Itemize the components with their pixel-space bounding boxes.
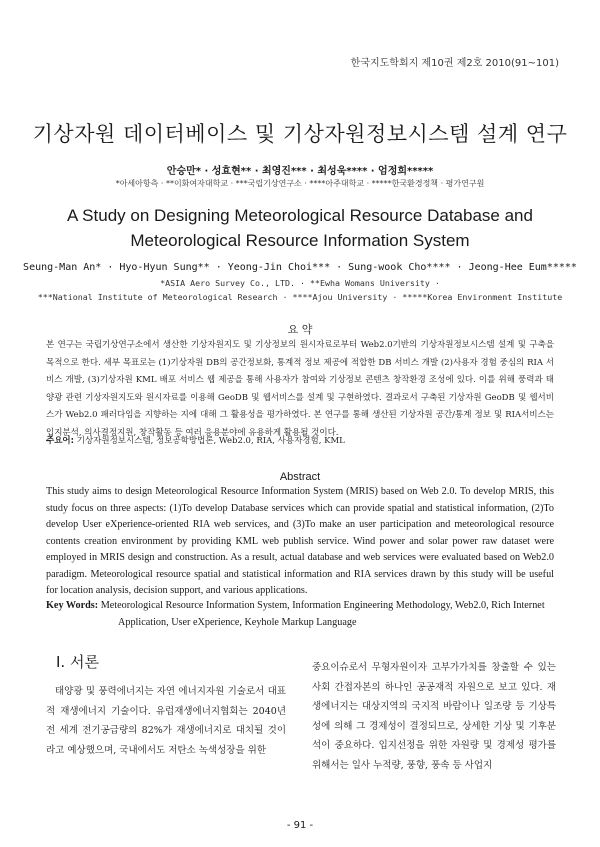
abstract-korean-text: 본 연구는 국립기상연구소에서 생산한 기상자원지도 및 기상정보의 원시자료로부터 Web2.0기반의 기상자원정보시스템 설계 및 구축을 목적으로 한다. 세부 목표로는 (1)기상자원 DB의 공간정보화, 통계적 정보 제공에 적합한 DB 서비스 개발 (2)사용자 경험 중심의 RIA 서비스 개발, (3)기상자원 KML 배포 서비스 웹 제공을 통해 사용자가 참여와 기상정보 콘텐츠 창작환경 조성에 있다. 이를 위해 풍력과 태양광 관련 기상자원지도와 원시자료를 이용해 GeoDB 및 웹서비스를 설계 및 구현하였다. 결과로서 구축된 기상자원 GeoDB 및 웹서비스가 Web2.0 패러다임을 지향하는 지에 대해 그 활용성을 평가하였다. 본 연구를 통해 생산된 기상자원 공간/통계 정보 및 RIA서비스는 입지분석, 의사결정지원, 창작활동 등 여러 응용분야에 유용하게 활용될 것이다. — [46, 340, 554, 438]
affiliations-english-line1: *ASIA Aero Survey Co., LTD. · **Ewha Womans University · — [160, 278, 440, 288]
affiliations-korean: *아세아항측 · **이화여자대학교 · ***국립기상연구소 · ****아주대학교 · *****한국환경정책 · 평가연구원 — [115, 179, 485, 188]
authors-korean: 안승만* · 성효현** · 최영진*** · 최성욱**** · 엄정희***** — [166, 166, 434, 177]
abstract-english-heading: Abstract — [279, 471, 321, 483]
keywords-korean-list: 기상자원정보시스템, 정보공학방법론, Web2.0, RIA, 사용자경험, KML — [76, 436, 345, 446]
keywords-korean-label: 주요어: — [46, 436, 75, 446]
title-korean: 기상자원 데이터베이스 및 기상자원정보시스템 설계 연구 — [32, 122, 568, 146]
authors-english: Seung-Man An* · Hyo-Hyun Sung** · Yeong-Jin Choi*** · Sung-wook Cho**** · Jeong-Hee Eum***** — [23, 262, 577, 273]
section-heading-introduction: I. 서론 — [56, 653, 99, 671]
page-number: - 91 - — [286, 820, 314, 831]
abstract-english-text: This study aims to design Meteorological Resource Information System (MRIS) based on Web 2.0. To develop MRIS, this study focus on three aspects: (1)To develop Database services which can provide spatial and statistical information, (2)To develop User eXperience-oriented RIA web services, and (3)To make an user participation and meteorological resource contents creation environment by providing KML web publish service. Wind power and solar power raw dataset were employed in MRIS design and construction. As a result, actual database and web services were evaluated based on Web2.0 paradigm. Meteorological resource spatial and statistical information and RIA services drawn by this study will be useful for location analysis, decision support, and various applications. — [46, 486, 554, 596]
affiliations-english — [0, 276, 600, 304]
body-text-right: 중요이슈로서 무형자원이자 고부가가치를 창출할 수 있는 사회 간접자본의 하나인 공공재적 자원으로 보고 있다. 재생에너지는 대상지역의 국지적 바람이나 일조량 등 기상특성에 의해 그 경제성이 결정되므로, 상세한 기상 및 기후분석이 중요하다. 입지선정을 위한 자원량 및 경제성 평가를 위해서는 일사 누적량, 풍향, 풍속 등 사업지 — [312, 662, 556, 771]
keywords-english-list: Meteorological Resource Information System, Information Engineering Methodology, Web2.0, Rich Internet Application, User eXperience, Keyhole Markup Language — [100, 600, 545, 628]
title-english: A Study on Designing Meteorological Resource Database and Meteorological Resource Information System — [67, 206, 533, 250]
body-column-left — [46, 651, 286, 760]
abstract-korean-heading: 요 약 — [287, 323, 313, 336]
body-text-left: 태양광 및 풍력에너지는 자연 에너지자원 기술로서 대표적 재생에너지 기술이다. 유럽재생에너지협회는 2040년 전 세계 전기공급량의 82%가 재생에너지로 대치될 것이라고 예상했으며, 국내에서도 저탄소 녹색성장을 위한 — [46, 686, 286, 756]
affiliations-english-line2: ***National Institute of Meteorological Research · ****Ajou University · *****Korea Environment Institute — [37, 292, 563, 302]
keywords-english — [46, 598, 560, 631]
keywords-korean — [46, 434, 554, 446]
keywords-english-label: Key Words: — [46, 600, 99, 611]
journal-header: 한국지도학회지 제10권 제2호 2010(91~101) — [350, 58, 559, 69]
